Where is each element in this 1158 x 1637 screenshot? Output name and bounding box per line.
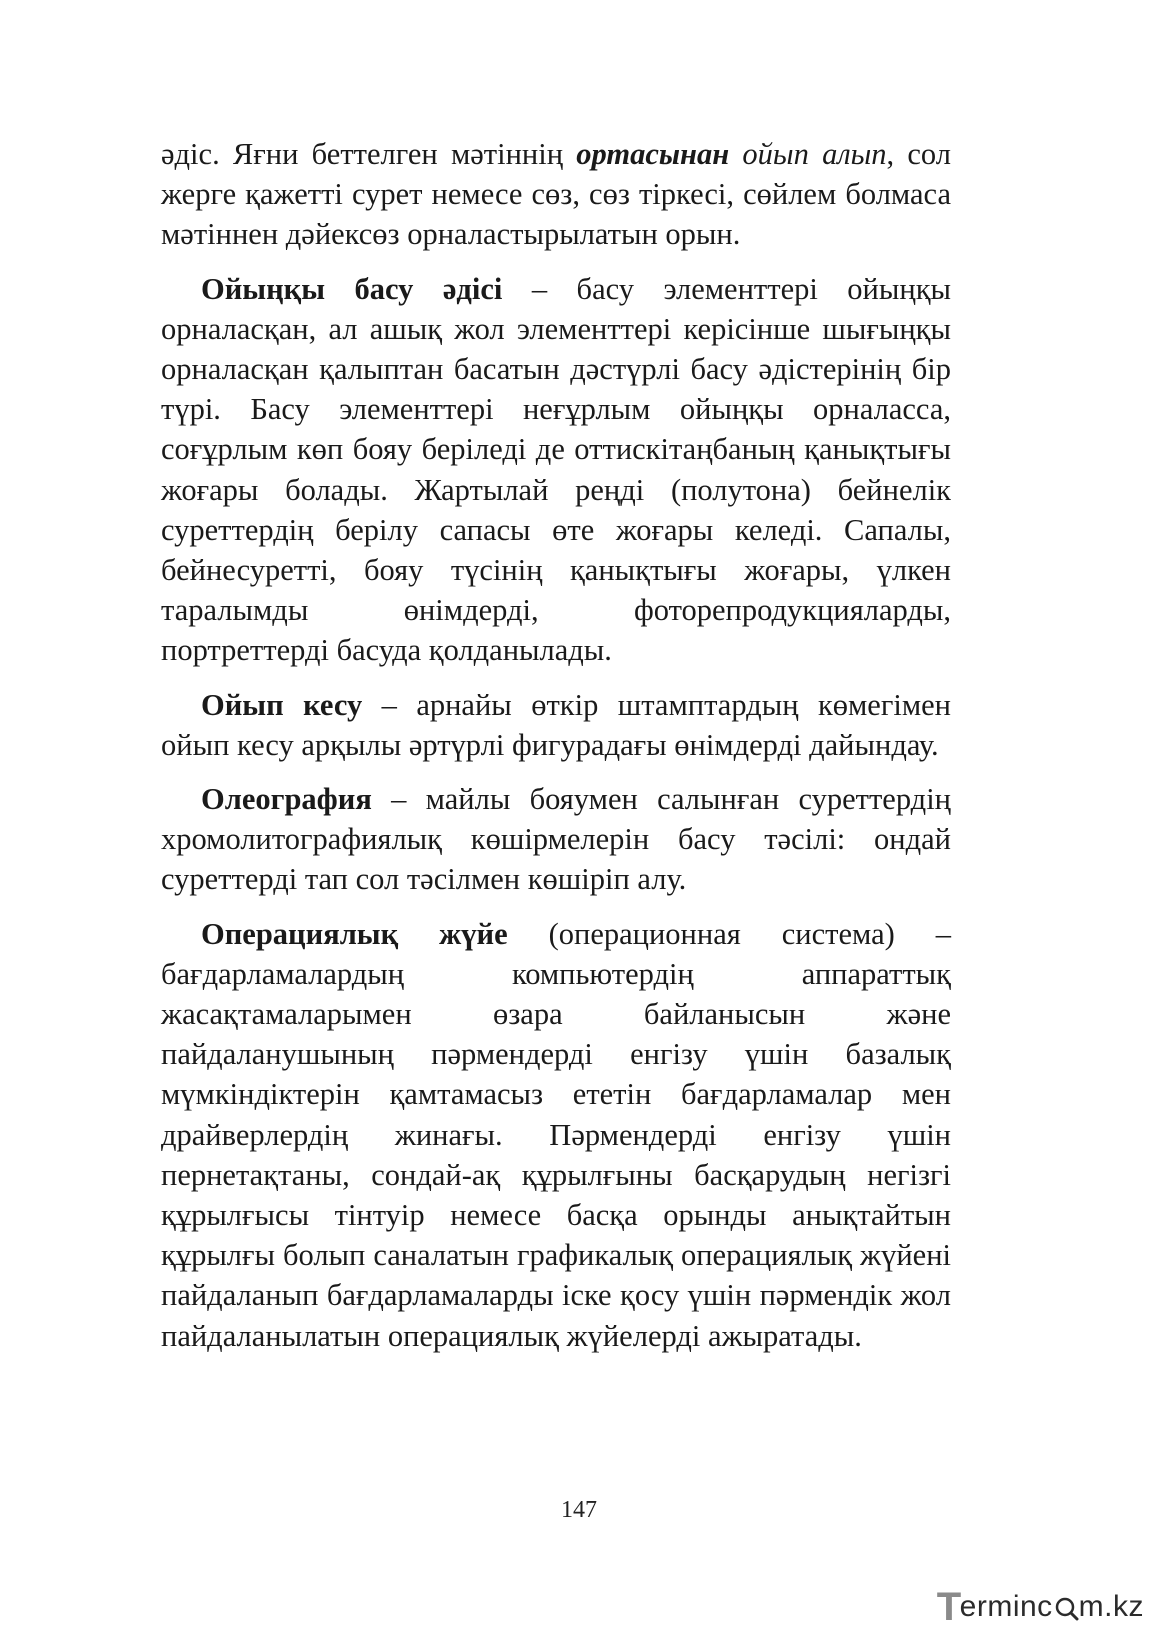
watermark-letter: T xyxy=(936,1585,962,1629)
paragraph-continuation xyxy=(161,134,951,255)
magnifier-icon xyxy=(1053,1592,1079,1622)
page-number: 147 xyxy=(561,1497,597,1523)
entry-oiyp-kesu xyxy=(161,685,951,765)
entry-term: Ойып кесу xyxy=(201,687,363,722)
entry-oiynky-basu xyxy=(161,269,951,671)
emphasis-bold-italic: ортасынан xyxy=(576,137,730,171)
text-run: , сол жерге қажетті сурет немесе сөз, сөз тіркесі, сөйлем болмаса мәтіннен дәйексөз орналастырылатын орын. xyxy=(161,137,952,252)
text-run xyxy=(729,137,742,171)
watermark-text-end: m.kz xyxy=(1078,1590,1144,1623)
entry-definition: – майлы бояумен салынған суреттердің хромолитографиялық көшірмелерін басу тәсілі: ондай суреттерді тап сол тәсілмен көшіріп алу. xyxy=(161,782,951,897)
entry-oleografiya xyxy=(161,779,951,900)
entry-term: Ойыңқы басу әдісі xyxy=(201,271,503,306)
text-run: әдіс. Яғни беттелген мәтіннің xyxy=(161,137,577,171)
entry-definition: (операционная система) – бағдарламалардың компьютердің аппараттық жасақтамаларымен өзара байланысын және пайдаланушының пәрмендерді енгізу үшін базалық мүмкіндіктерін қамтамасыз ететін бағдарламалар мен драйверлердің жинағы. Пәрмендерді енгізу үшін пернетақтаны, сондай-ақ құрылғыны басқарудың негізгі құрылғысы тінтуір немесе басқа орынды анықтайтын құрылғы болып саналатын графикалық операциялық жүйені пайдаланып бағдарламаларды іске қосу үшін пәрмендік жол пайдаланылатын операциялық жүйелерді ажыратады. xyxy=(161,916,951,1353)
entry-definition: – арнайы өткір штамптардың көмегімен ойып кесу арқылы әртүрлі фигурадағы өнімдерді дайындау. xyxy=(161,687,951,762)
emphasis-italic: ойып алып xyxy=(742,137,887,171)
page-body xyxy=(161,134,951,1370)
entry-operatsiyalyk-zhuie xyxy=(161,914,951,1356)
watermark-text-start: erminc xyxy=(959,1590,1053,1623)
entry-definition: – басу элементтері ойыңқы орналасқан, ал ашық жол элементтері керісінше шығыңқы орналасқан қалыптан басатын дәстүрлі басу әдістерінің бір түрі. Басу элементтері неғұрлым ойыңқы орналасса, соғұрлым көп бояу беріледі де оттискітаңбаның қанықтығы жоғары болады. Жартылай реңді (полутона) бейнелік суреттердің берілу сапасы өте жоғары келеді. Сапалы, бейнесуретті, бояу түсінің қанықтығы жоғары, үлкен таралымды өнімдерді, фоторепродукцияларды, портреттерді басуда қолданылады. xyxy=(161,271,951,668)
entry-term: Операциялық жүйе xyxy=(201,916,508,951)
site-watermark xyxy=(937,1585,1144,1629)
entry-term: Олеография xyxy=(201,782,372,817)
